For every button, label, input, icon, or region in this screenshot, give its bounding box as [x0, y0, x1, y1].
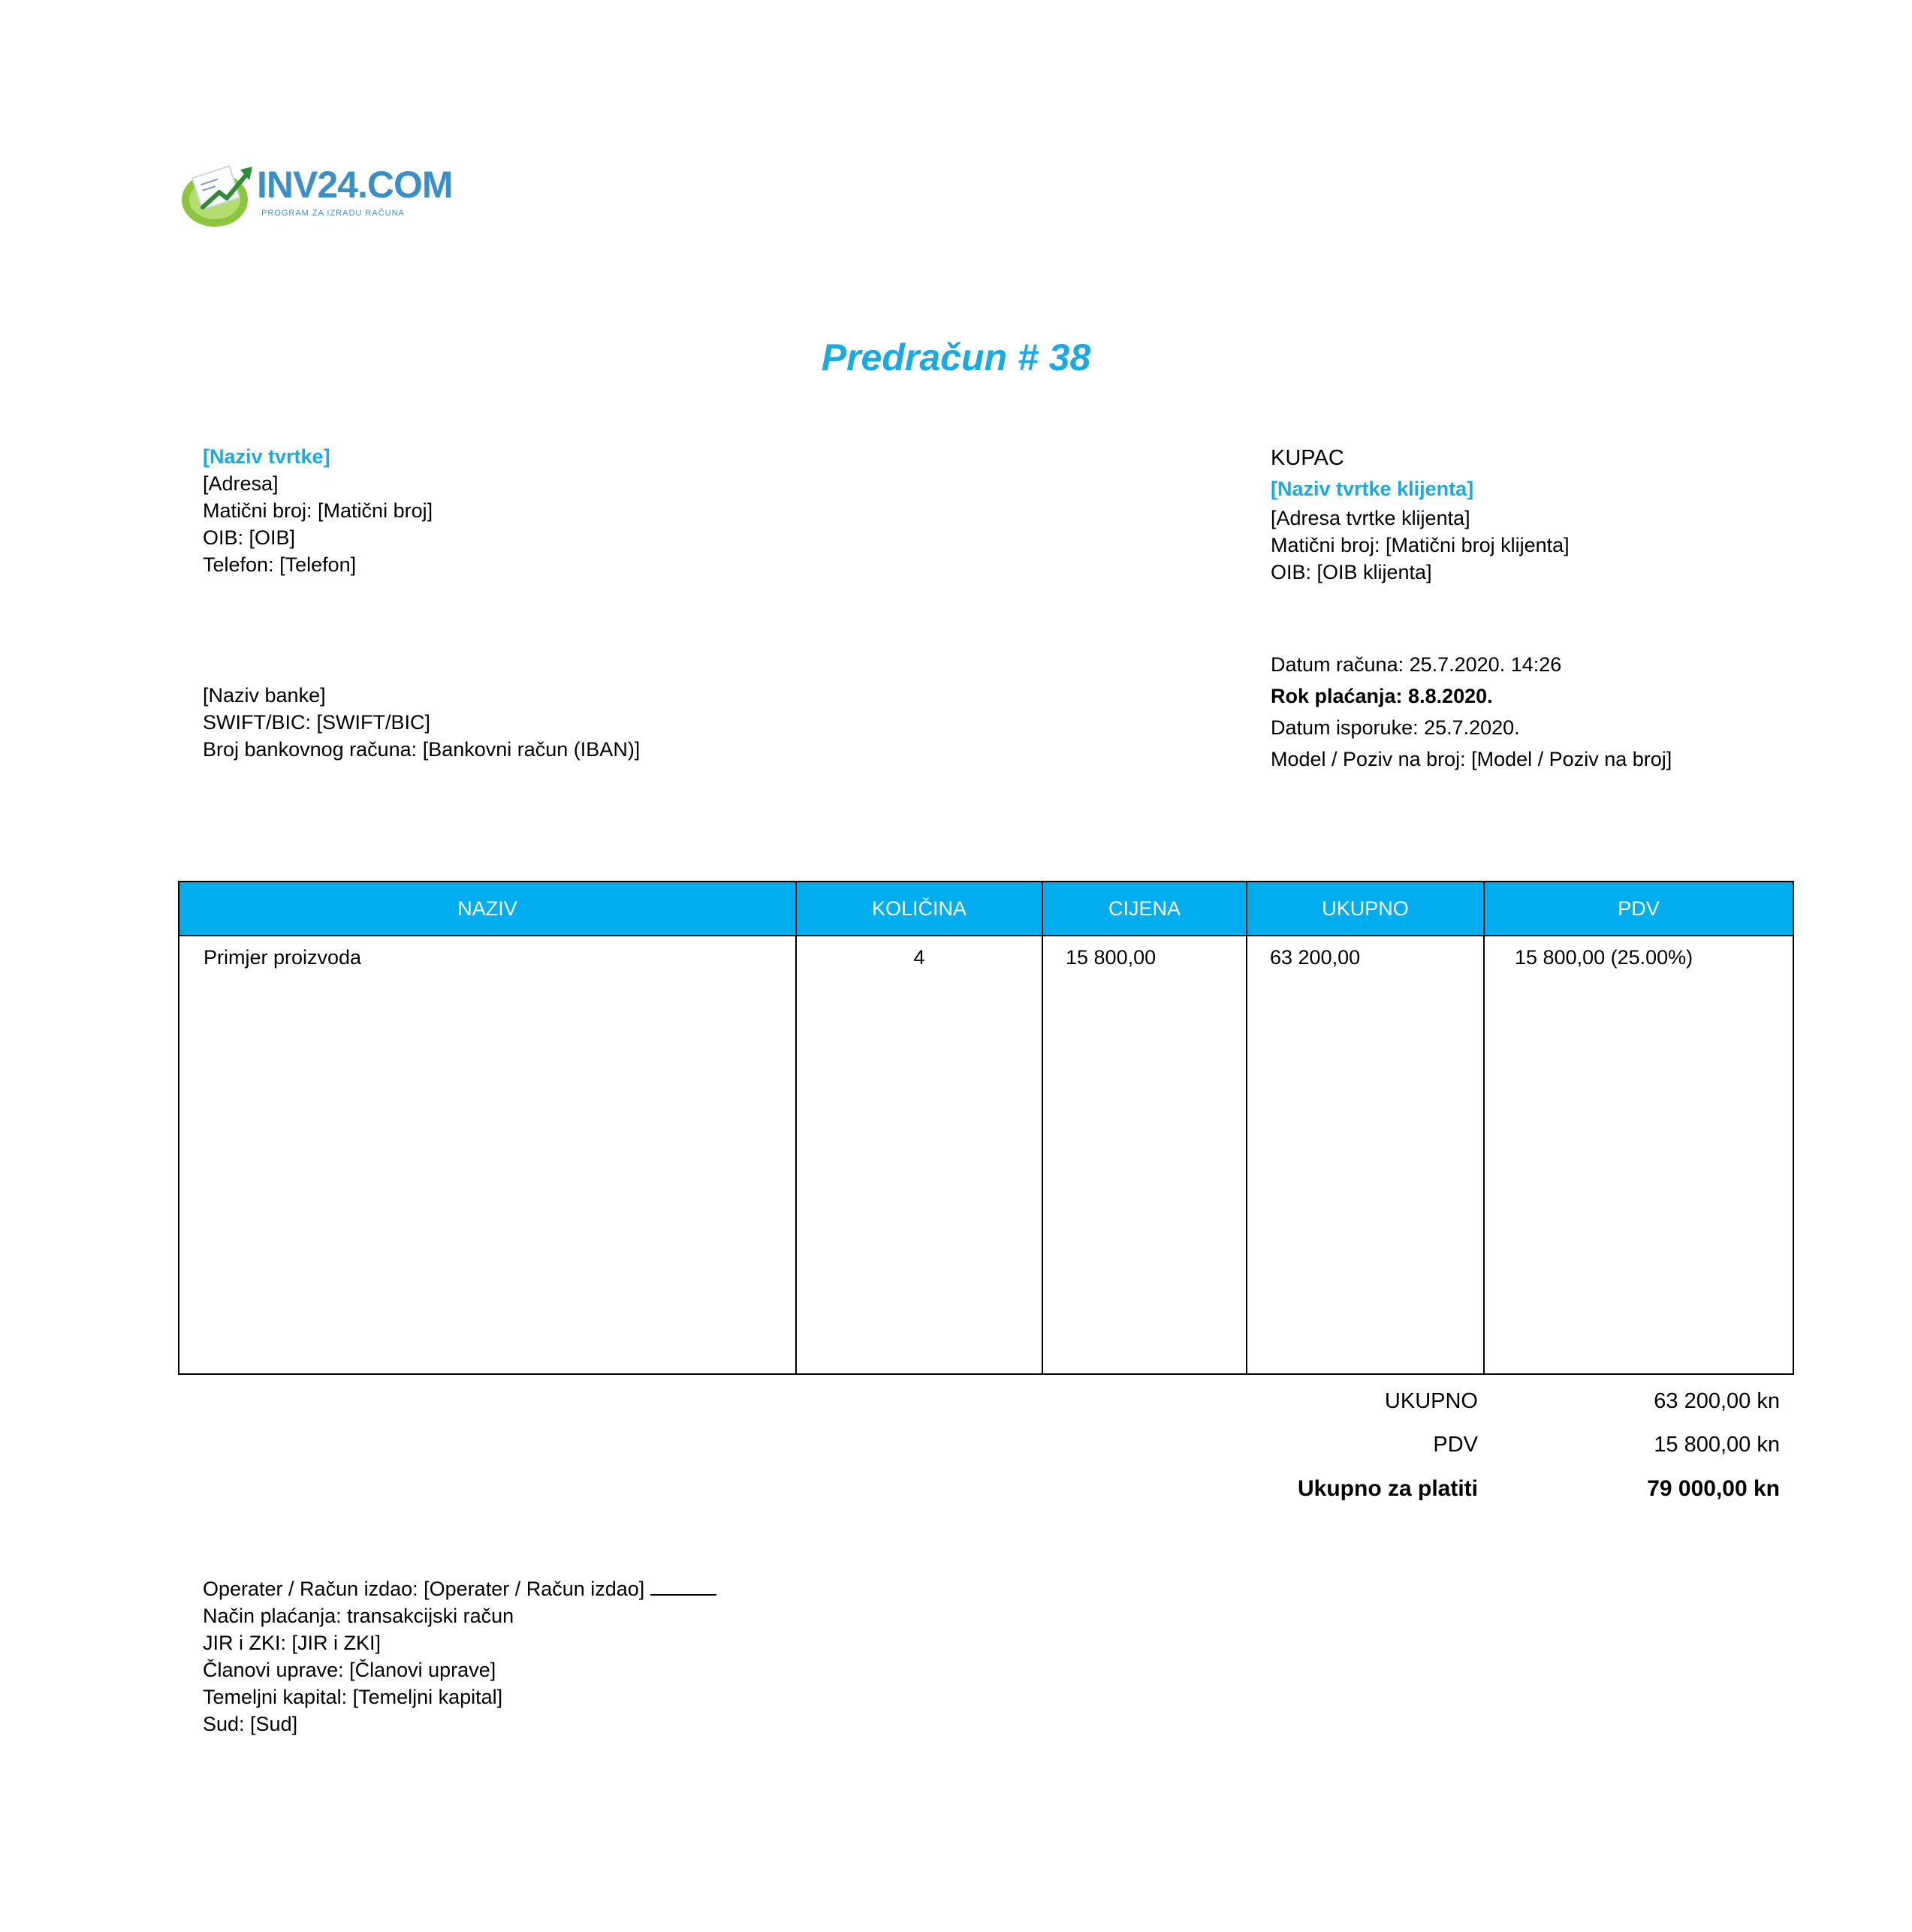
payment-reference: Model / Poziv na broj: [Model / Poziv na broj]	[1271, 748, 1672, 770]
footer-court: Sud: [Sud]	[203, 1713, 298, 1735]
column-header-vat: PDV	[1484, 882, 1793, 936]
footer-payment-method: Način plaćanja: transakcijski račun	[203, 1605, 514, 1627]
column-header-total: UKUPNO	[1247, 882, 1484, 936]
bank-name: [Naziv banke]	[203, 684, 326, 707]
item-price: 15 800,00	[1042, 936, 1247, 1374]
item-quantity: 4	[796, 936, 1042, 1374]
item-name: Primjer proizvoda	[179, 936, 796, 1374]
vat-value: 15 800,00 kn	[1654, 1433, 1780, 1457]
grand-total-label: Ukupno za platiti	[1298, 1476, 1478, 1501]
bank-info	[203, 682, 640, 763]
table-header-row	[179, 882, 1793, 936]
vat-label: PDV	[1433, 1433, 1478, 1457]
bank-swift: SWIFT/BIC: [SWIFT/BIC]	[203, 711, 430, 734]
logo-tagline: PROGRAM ZA IZRADU RAČUNA	[261, 209, 405, 218]
subtotal-row	[1202, 1382, 1780, 1425]
buyer-heading: KUPAC	[1271, 446, 1344, 470]
delivery-date: Datum isporuke: 25.7.2020.	[1271, 716, 1520, 739]
buyer-info	[1271, 443, 1570, 586]
table-row	[179, 936, 1793, 1374]
seller-reg-number: Matični broj: [Matični broj]	[203, 499, 433, 522]
footer-jir-zki: JIR i ZKI: [JIR i ZKI]	[203, 1632, 381, 1654]
column-header-name: NAZIV	[179, 882, 796, 936]
footer-capital: Temeljni kapital: [Temeljni kapital]	[203, 1686, 503, 1708]
signature-line	[650, 1578, 716, 1596]
bank-account: Broj bankovnog računa: [Bankovni račun (IBAN)]	[203, 738, 641, 761]
invoice-date: Datum računa: 25.7.2020. 14:26	[1271, 653, 1562, 676]
item-vat: 15 800,00 (25.00%)	[1484, 936, 1793, 1374]
company-logo	[180, 158, 453, 229]
buyer-reg-number: Matični broj: [Matični broj klijenta]	[1271, 534, 1570, 556]
invoice-dates	[1271, 649, 1672, 775]
buyer-address: [Adresa tvrtke klijenta]	[1271, 507, 1470, 529]
buyer-oib: OIB: [OIB klijenta]	[1271, 561, 1432, 583]
item-total: 63 200,00	[1247, 936, 1484, 1374]
invoice-footer	[203, 1575, 716, 1738]
items-table	[178, 881, 1794, 1375]
grand-total-row	[1202, 1469, 1780, 1512]
logo-brand: INV24.COM	[257, 164, 453, 206]
column-header-quantity: KOLIČINA	[796, 882, 1042, 936]
due-date: Rok plaćanja: 8.8.2020.	[1271, 685, 1493, 707]
seller-address: [Adresa]	[203, 472, 279, 495]
buyer-name: [Naziv tvrtke klijenta]	[1271, 478, 1474, 500]
footer-board: Članovi uprave: [Članovi uprave]	[203, 1659, 496, 1681]
totals-summary	[1202, 1382, 1780, 1512]
footer-operator-line	[203, 1575, 716, 1602]
grand-total-value: 79 000,00 kn	[1647, 1476, 1780, 1501]
vat-row	[1202, 1425, 1780, 1469]
footer-operator: Operater / Račun izdao: [Operater / Račun izdao]	[203, 1578, 645, 1600]
seller-name: [Naziv tvrtke]	[203, 445, 330, 468]
document-arrow-icon	[180, 158, 255, 229]
document-title: Predračun # 38	[821, 336, 1091, 378]
seller-phone: Telefon: [Telefon]	[203, 553, 357, 576]
seller-info	[203, 443, 433, 578]
column-header-price: CIJENA	[1042, 882, 1247, 936]
subtotal-value: 63 200,00 kn	[1654, 1389, 1780, 1413]
seller-oib: OIB: [OIB]	[203, 526, 296, 549]
subtotal-label: UKUPNO	[1384, 1389, 1478, 1413]
